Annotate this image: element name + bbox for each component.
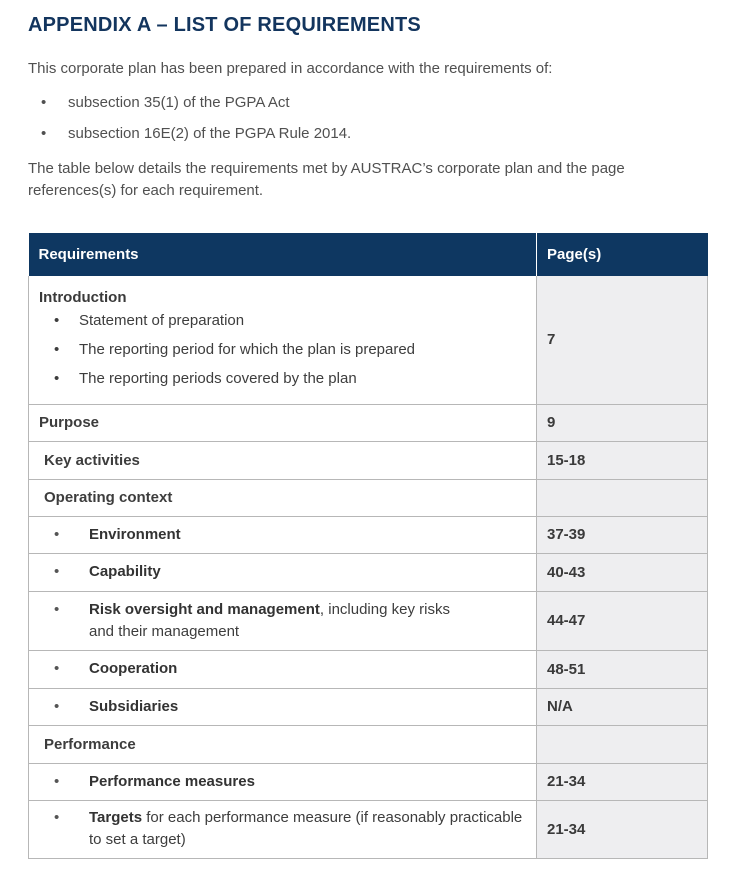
- bullet-icon: •: [54, 525, 60, 543]
- table-row: [29, 479, 708, 516]
- page-cell: [537, 479, 708, 516]
- intro-text: This corporate plan has been prepared in accordance with the requirements of:: [28, 60, 553, 77]
- page-cell: 21-34: [537, 800, 708, 858]
- bullet-icon: •: [54, 809, 60, 826]
- bullet-icon: •: [54, 563, 60, 580]
- row-label: • Environment: [29, 516, 537, 553]
- list-item-text: The reporting periods covered by the plan: [79, 370, 357, 387]
- list-item: [28, 92, 351, 123]
- page-cell: 44-47: [537, 591, 708, 650]
- bullet-icon: •: [54, 660, 60, 677]
- introduction-list: [39, 310, 526, 397]
- introduction-cell: [29, 276, 537, 404]
- column-header-requirements: Requirements: [29, 233, 537, 276]
- bullet-icon: •: [54, 341, 60, 358]
- row-label: • Subsidiaries: [29, 688, 537, 725]
- section-heading: Introduction: [39, 289, 127, 306]
- list-item: [28, 123, 351, 154]
- page-cell: 15-18: [537, 441, 708, 479]
- row-label: • Capability: [29, 553, 537, 591]
- column-header-pages: Page(s): [537, 233, 708, 276]
- table-row: [29, 441, 708, 479]
- bullet-icon: •: [54, 600, 60, 618]
- bullet-icon: •: [41, 125, 47, 142]
- page-cell: 37-39: [537, 516, 708, 553]
- row-label: • Risk oversight and management, including key risks and their management: [29, 591, 537, 650]
- row-label: Key activities: [29, 441, 537, 479]
- row-label: • Cooperation: [29, 650, 537, 688]
- page-cell: 21-34: [537, 763, 708, 800]
- table-row: [29, 688, 708, 725]
- description-text: The table below details the requirements met by AUSTRAC’s corporate plan and the page references(s) for each requirement.: [28, 160, 625, 199]
- table-row: [29, 800, 708, 858]
- table-row: [29, 553, 708, 591]
- bullet-icon: •: [54, 370, 60, 387]
- table-row: [29, 516, 708, 553]
- page-cell: 40-43: [537, 553, 708, 591]
- list-item-text: The reporting period for which the plan is prepared: [79, 341, 416, 358]
- table-row: [29, 276, 708, 404]
- table-row: [29, 591, 708, 650]
- bullet-icon: •: [54, 697, 60, 715]
- table-header-row: [29, 233, 708, 276]
- requirements-table: [28, 233, 708, 859]
- page-cell: 48-51: [537, 650, 708, 688]
- row-label: Operating context: [29, 479, 537, 516]
- list-item-text: subsection 16E(2) of the PGPA Rule 2014.: [68, 125, 352, 142]
- page-cell: [537, 725, 708, 763]
- table-row: [29, 763, 708, 800]
- row-label: • Targets for each performance measure (if reasonably practicable to set a target): [29, 800, 537, 858]
- table-row: [29, 650, 708, 688]
- page-cell: 7: [537, 276, 708, 404]
- requirements-source-list: [28, 92, 351, 154]
- page-cell: N/A: [537, 688, 708, 725]
- row-label: Performance: [29, 725, 537, 763]
- table-row: [29, 725, 708, 763]
- bullet-icon: •: [54, 312, 60, 329]
- row-label: • Performance measures: [29, 763, 537, 800]
- list-item: [39, 310, 526, 339]
- table-row: [29, 404, 708, 441]
- list-item-text: Statement of preparation: [79, 312, 245, 329]
- list-item: [39, 339, 526, 368]
- list-item: [39, 368, 526, 397]
- page-cell: 9: [537, 404, 708, 441]
- list-item-text: subsection 35(1) of the PGPA Act: [68, 94, 290, 111]
- bullet-icon: •: [41, 94, 47, 111]
- bullet-icon: •: [54, 772, 60, 790]
- page-title: APPENDIX A – LIST OF REQUIREMENTS: [28, 14, 421, 36]
- row-label: Purpose: [29, 404, 537, 441]
